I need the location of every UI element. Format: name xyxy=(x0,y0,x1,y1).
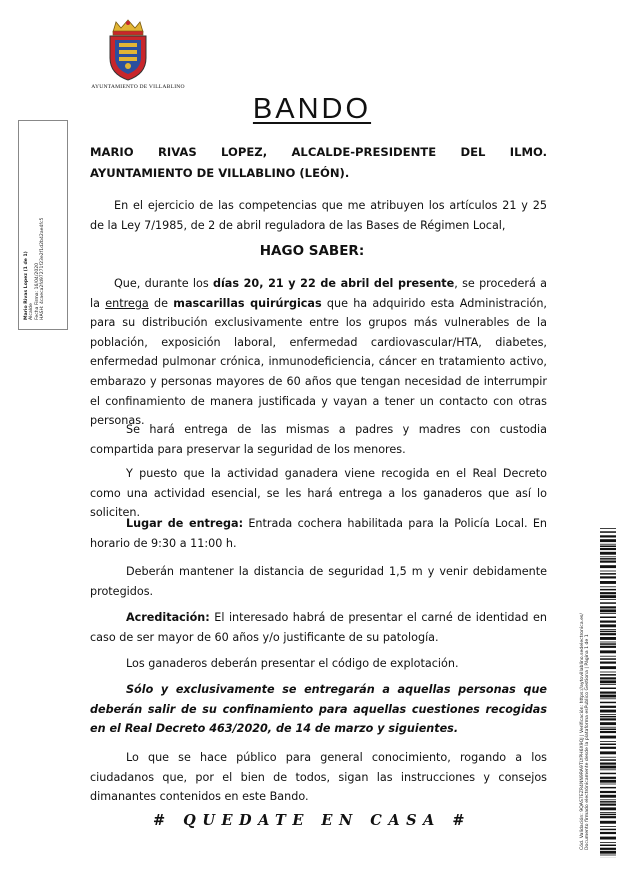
barcode-bar xyxy=(600,698,616,699)
lugar-text: Entrada cochera habilitada para la Policía Local. En horario de 9:30 a 11:00 h. xyxy=(90,517,547,550)
barcode-bar xyxy=(600,751,616,754)
barcode-bar xyxy=(600,609,616,612)
p1-a: Que, durante los xyxy=(114,277,213,290)
barcode-bar xyxy=(600,795,616,798)
paragraph-acreditacion xyxy=(90,608,547,647)
barcode-bar xyxy=(600,814,616,816)
barcode-bar xyxy=(600,842,616,843)
barcode-bar xyxy=(600,729,616,731)
barcode-bar xyxy=(600,643,616,645)
barcode-bar xyxy=(600,586,616,587)
barcode-bar xyxy=(600,650,616,653)
barcode-bar xyxy=(600,848,616,850)
p1-dates: días 20, 21 y 22 de abril del presente xyxy=(212,277,455,290)
p1-b: , se procederá a la xyxy=(90,277,547,310)
barcode-bar xyxy=(600,807,616,810)
barcode-bar xyxy=(600,757,616,758)
barcode-bar xyxy=(600,787,616,789)
mayor-heading-line1: MARIO RIVAS LOPEZ, ALCALDE-PRESIDENTE DEL ILMO. xyxy=(90,145,547,159)
signature-hash: HASH: 4caeca2fd97271f23e2f1d2b42ae4fc5 xyxy=(40,217,46,320)
barcode-bar xyxy=(600,710,616,713)
barcode-bar xyxy=(600,812,616,813)
signature-role: Alcalde xyxy=(29,303,35,320)
paragraph-custodia: Se hará entrega de las mismas a padres y madres con custodia compartida para preservar la seguridad de los menores. xyxy=(90,423,547,456)
barcode-bar xyxy=(600,773,616,775)
barcode-bar xyxy=(600,637,616,640)
barcode-bar xyxy=(600,539,616,542)
barcode-bar xyxy=(600,528,616,529)
paragraph-exclusivamente: Sólo y exclusivamente se entregarán a aquellas personas que deberán salir de su confinamiento para aquellas cuestiones recogidas en el Real Decreto 463/2020, de 14 de marzo y siguientes. xyxy=(90,683,547,736)
p1-mascarillas: mascarillas quirúrgicas xyxy=(173,296,322,310)
mayor-heading-line2: AYUNTAMIENTO DE VILLABLINO (LEÓN). xyxy=(90,166,350,180)
barcode-bar xyxy=(600,747,616,749)
barcode-bar xyxy=(600,595,616,598)
barcode-bar xyxy=(600,695,616,698)
mayor-heading xyxy=(90,142,547,184)
barcode-bar xyxy=(600,829,616,831)
barcode-bar xyxy=(600,777,616,779)
barcode-bar xyxy=(600,548,616,550)
barcode-bar xyxy=(600,662,616,664)
barcode-bar xyxy=(600,561,616,563)
barcode-bar xyxy=(600,759,616,761)
barcode-bar xyxy=(600,816,616,818)
barcode-bar xyxy=(600,766,616,769)
barcode-bar xyxy=(600,731,616,733)
paragraph-lugar xyxy=(90,514,547,553)
barcode-bar xyxy=(600,744,616,746)
barcode-bar xyxy=(600,784,616,785)
verification-barcode xyxy=(600,528,616,858)
barcode-bar xyxy=(600,855,616,856)
barcode-bar xyxy=(600,702,616,704)
barcode-bar xyxy=(600,629,616,630)
barcode-bar xyxy=(600,576,616,578)
barcode-bar xyxy=(600,727,616,728)
barcode-bar xyxy=(600,571,616,572)
barcode-bar xyxy=(600,804,616,806)
barcode-bar xyxy=(600,589,616,591)
barcode-bar xyxy=(600,642,616,643)
barcode-bar xyxy=(600,677,616,679)
p1-c: de xyxy=(148,296,174,310)
barcode-bar xyxy=(600,706,616,708)
hago-saber-heading: HAGO SABER: xyxy=(259,243,365,259)
barcode-bar xyxy=(600,602,616,604)
barcode-bar xyxy=(600,617,616,619)
barcode-bar xyxy=(600,535,616,537)
barcode-bar xyxy=(600,780,616,783)
barcode-bar xyxy=(600,599,616,600)
barcode-bar xyxy=(600,624,616,627)
paragraph-ganaderos: Y puesto que la actividad ganadera viene recogida en el Real Decreto como una actividad esencial, se les hará entrega a los ganaderos que así lo soliciten. xyxy=(90,467,547,520)
signature-sidebar xyxy=(18,120,68,330)
barcode-bar xyxy=(600,631,616,633)
barcode-bar xyxy=(600,680,616,683)
barcode-bar xyxy=(600,791,616,793)
barcode-bar xyxy=(600,716,616,718)
barcode-bar xyxy=(600,592,616,594)
barcode-bar xyxy=(600,613,616,614)
barcode-bar xyxy=(600,558,616,560)
barcode-bar xyxy=(600,832,616,834)
barcode-bar xyxy=(600,531,616,533)
barcode-bar xyxy=(600,826,616,827)
paragraph-conocimiento: Lo que se hace público para general conocimiento, rogando a los ciudadanos que, por el bien de todos, sigan las instrucciones y consejos dimanantes contenidos en este Bando. xyxy=(90,751,547,804)
barcode-bar xyxy=(600,837,616,840)
acreditacion-text: El interesado habrá de presentar el carné de identidad en caso de ser mayor de 60 años y/o justificante de su patología. xyxy=(90,611,547,644)
paragraph-codigo: Los ganaderos deberán presentar el código de explotación. xyxy=(126,657,459,670)
barcode-bar xyxy=(600,658,616,660)
signature-date: Fecha Firma: 16/04/2020 xyxy=(34,262,40,320)
barcode-bar xyxy=(600,851,616,854)
barcode-bar xyxy=(600,714,616,715)
lugar-label: Lugar de entrega: xyxy=(126,517,244,530)
verification-sidebar xyxy=(578,520,624,860)
barcode-bar xyxy=(600,621,616,623)
barcode-bar xyxy=(600,556,616,557)
barcode-bar xyxy=(600,606,616,608)
barcode-bar xyxy=(600,633,616,635)
barcode-bar xyxy=(600,736,616,739)
acreditacion-label: Acreditación: xyxy=(126,611,210,624)
crest-caption: AYUNTAMIENTO DE VILLABLINO xyxy=(91,84,185,90)
competencias-paragraph: En el ejercicio de las competencias que me atribuyen los artículos 21 y 25 de la Ley 7/1985, de 2 de abril reguladora de las Bases de Régimen Local, xyxy=(90,199,547,232)
barcode-bar xyxy=(600,801,616,803)
barcode-bar xyxy=(600,656,616,657)
barcode-bar xyxy=(600,544,616,545)
barcode-bar xyxy=(600,763,616,765)
barcode-bar xyxy=(600,769,616,770)
barcode-bar xyxy=(600,799,616,800)
barcode-bar xyxy=(600,573,616,575)
barcode-bar xyxy=(600,565,616,568)
p1-d: que ha adquirido esta Administración, para su distribución exclusivamente entre los grupos más vulnerables de la población, exposición laboral, enfermedad cardiovascular/HTA, diabetes, enfermedad pulmonar crónica, inmunodeficiencia, cáncer en tratamiento activo, embarazo y personas mayores de 60 años que tengan necesidad de interrumpir el confinamiento de manera justificada y vayan a tener un contacto con otras personas. xyxy=(90,296,547,428)
page-title: BANDO xyxy=(252,93,372,125)
signature-signer: Mario Rivas Lopez (1 de 1) xyxy=(24,251,29,320)
barcode-bar xyxy=(600,552,616,555)
barcode-bar xyxy=(600,821,616,824)
barcode-bar xyxy=(600,722,616,725)
barcode-bar xyxy=(600,692,616,694)
barcode-bar xyxy=(600,672,616,673)
paragraph-entrega xyxy=(90,274,547,431)
verification-line1: Cód. Validación: 9QAS7EZR4NN9RA9TLYPH6X9QJ | Verificación: https://aytovillablino.sedelectronica.es/ xyxy=(580,613,585,850)
barcode-bar xyxy=(600,674,616,676)
p1-entrega: entrega xyxy=(105,296,149,310)
verification-line2: Documento firmado electrónicamente desde la plataforma esPublico Gestiona | Página 1 de 1 xyxy=(585,634,591,850)
barcode-bar xyxy=(600,546,616,548)
barcode-bar xyxy=(600,646,616,648)
barcode-bar xyxy=(600,718,616,720)
slogan-quedate-en-casa: # QUEDATE EN CASA # xyxy=(152,812,471,829)
municipal-crest-logo xyxy=(103,18,153,82)
barcode-bar xyxy=(600,684,616,685)
barcode-bar xyxy=(600,666,616,669)
barcode-bar xyxy=(600,688,616,690)
barcode-bar xyxy=(600,581,616,584)
barcode-bar xyxy=(600,741,616,742)
barcode-bar xyxy=(600,845,616,847)
paragraph-distancia: Deberán mantener la distancia de seguridad 1,5 m y venir debidamente protegidos. xyxy=(90,565,547,598)
